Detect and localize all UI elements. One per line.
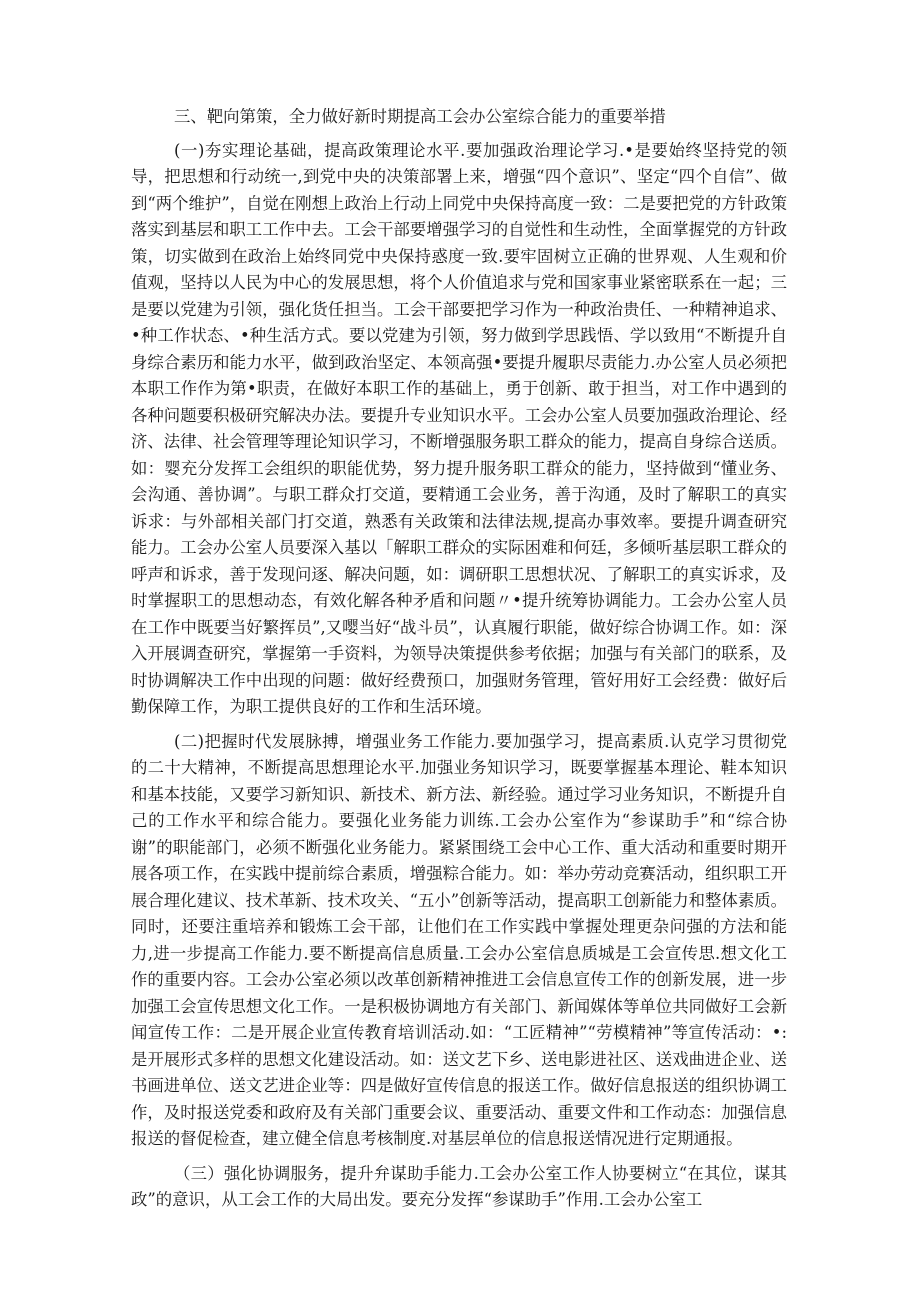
document-body (131, 104, 787, 1222)
paragraph-coordination-service: （三）强化协调服务，提升弁谋助手能力.工会办公室工作人协要树立“在其位，谋其政”的意识，从工会工作的大局出发。要充分发挥“参谋助手”作用.工会办公室工 (131, 1163, 787, 1209)
paragraph-theory-foundation: (一)夯实理论基础，提高政策理论水平.要加强政治理论学习.•是要始终坚持党的领导，把思想和行动统一,到党中央的决策部署上来，增强“四个意识”、坚定“四个自信”、做到“两个维护”，自觉在刚想上政治上行动上同党中央保持高度一致：二是要把党的方针政策落实到基层和职工工作中去。工会干部要增强学习的自觉性和生动性，全面掌握党的方针政策，切实做到在政治上始终同党中央保持惑度一致.要牢固树立正确的世界观、人生观和价值观，坚持以人民为中心的发展思想，将个人价值追求与党和国家事业紧密联系在一起；三是要以党建为引领，强化货任担当。工会干部要把学习作为一种政治贵任、一种精神追求、•种工作状态、•种生活方式。要以党建为引领，努力做到学思践悟、学以致用“不断提升自身综合素历和能力水平，做到政治坚定、本领高强•要提升履职尽责能力.办公室人员必须把本职工作作为第•职责，在做好本职工作的基础上，勇于创新、敢于担当，对工作中遇到的各种问题要积极研究解决办法。要提升专业知识水平。工会办公室人员要加强政治理论、经济、法律、社会管理等理论知识学习，不断增强服务职工群众的能力，提高自身综合送质。如：婴充分发挥工会组织的职能优势，努力提升服务职工群众的能力，坚持做到“懂业务、会沟通、善协调”。与职工群众打交道，要精通工会业务，善于沟通，及时了解职工的真实诉求：与外部相关部门打交道，熟悉有关政策和法律法规,提高办事效率。要提升调查研究能力。工会办公室人员要深入基以「解职工群众的实际困难和何廷，多倾听基层职工群众的呼声和诉求，善于发现问逐、解决问题，如：调研职工思想状况、了解职工的真实诉求，及时掌握职工的思想动态，有效化解各种矛盾和问题〃•提升统筹协调能力。工会办公室人员在工作中既要当好繁挥员”,又嘤当好“战斗员”，认真履行职能，做好综合协调工作。如：深入开展调查研究，掌握第一手资料，为领导决策提供参考依据；加强与有关部门的联系，及时协调解决工作中出现的问题：做好经费预口，加强财务管理，管好用好工会经费：做好后勤保障工作，为职工提供良好的工作和生活环境。 (131, 140, 787, 716)
section-heading: 三、靶向第策，全力做好新时期提高工会办公室综合能力的重要举措 (174, 107, 666, 126)
paragraph-business-capability: (二)把握时代发展脉搏，增强业务工作能力.要加强学习，提高素质.认克学习贯彻党的二十大精神，不断提高思想理论水平.加强业务知识学习，既要掌握基本理论、鞋本知识和基本技能，又要学习新知识、新技术、新方法、新经验。通过学习业务知识，不断提升自己的工作水平和综合能力。要强化业务能力训练.工会办公室作为“参谋助手”和“综合协谢”的职能部门，必须不断强化业务能力。紧紧围绕工会中心工作、重大活动和重要时期开展各项工作，在实践中提前综合素质，增强粽合能力。如：举办劳动竞赛活动，组织职工开展合理化建议、技术革新、技术攻关、“五小”创新等活动，提高职工创新能力和整体素质。同时，还要注重培养和锻炼工会干部，让他们在工作实践中掌握处理更杂问强的方法和能力,进一步提高工作能力.要不断提高信息质量.工会办公室信息质城是工会宣传思.想文化工作的重要内容。工会办公室必须以改革创新精神推进工会信息宣传工作的创新发展，进一步加强工会宣传思想文化工作。一是积极协调地方有关部门、新闻媒体等单位共同做好工会新闻宣传工作：二是开展企业宣传教育培训活动.如：“工匠精神”“劳模精神”等宣传活动：•:是开展形式多样的思想文化建设活动。如：送文艺下乡、送电影进社区、送戏曲进企业、送书画进单位、送文艺进企业等：四是做好宣传信息的报送工作。做好信息报送的组织协调工作，及时报送党委和政府及有关部门重要会议、重要活动、重要文件和工作动态：加强信息报送的督促检查，建立健全信息考核制度.对基层单位的信息报送情况进行定期通报。 (131, 731, 787, 1148)
